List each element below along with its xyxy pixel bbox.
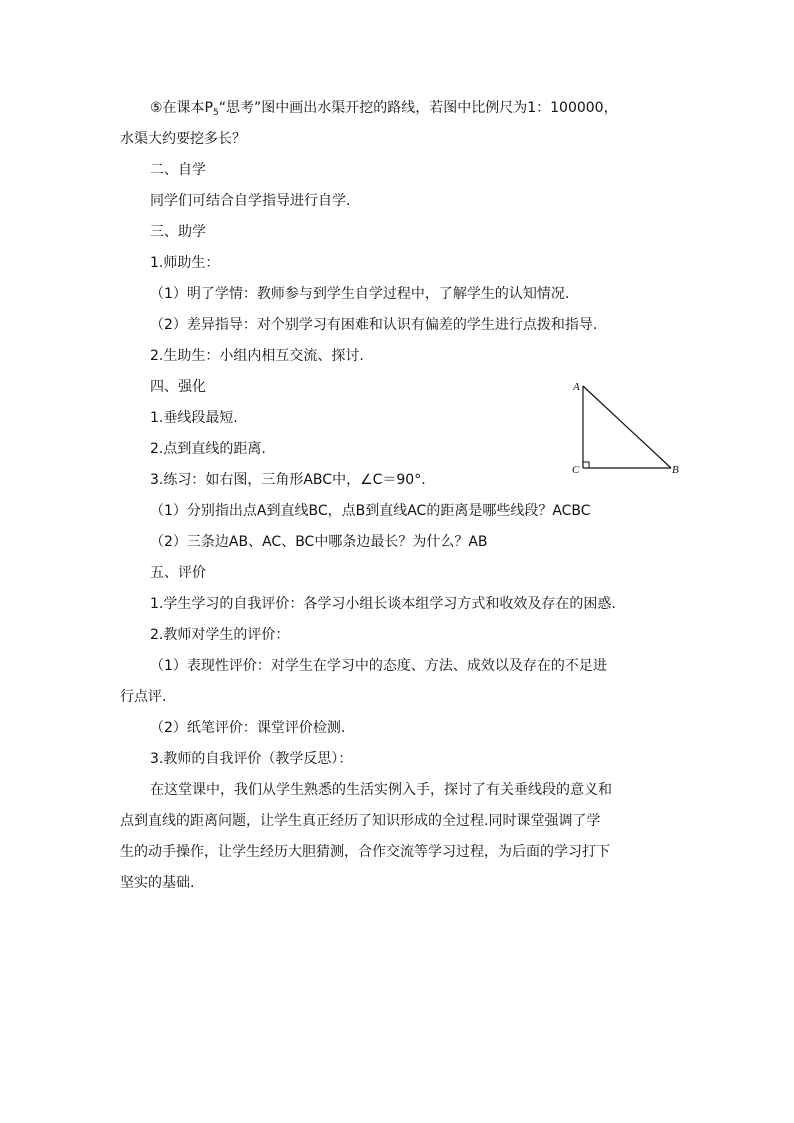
text-line-1-part-b: “思考”图中画出水渠开挖的路线，若图中比例尺为1：100000，	[218, 100, 618, 116]
text-line-1	[150, 100, 618, 116]
page-subscript: 5	[213, 108, 219, 118]
paragraph-line-2: 点到直线的距离问题，让学生真正经历了知识形成的全过程.同时课堂强调了学	[120, 813, 601, 829]
triangle-svg	[566, 378, 686, 478]
text-line-3: 同学们可结合自学指导进行自学.	[150, 193, 351, 209]
vertex-label-c: C	[572, 464, 580, 476]
section-heading-self-study: 二、自学	[150, 162, 206, 178]
vertex-label-a: A	[573, 381, 580, 393]
text-line-17: （2）纸笔评价：课堂评价检测.	[150, 720, 346, 736]
section-heading-evaluation: 五、评价	[150, 565, 206, 581]
text-line-6: （2）差异指导：对个别学习有困难和认识有偏差的学生进行点拨和指导.	[150, 317, 598, 333]
text-line-8: 1.垂线段最短.	[150, 410, 238, 426]
side-ab	[583, 386, 671, 468]
section-heading-assist: 三、助学	[150, 224, 206, 240]
text-line-11: （1）分别指出点A到直线BC，点B到直线AC的距离是哪些线段？ACBC	[150, 503, 591, 519]
paragraph-line-4: 坚实的基础.	[120, 875, 195, 891]
paragraph-line-1: 在这堂课中，我们从学生熟悉的生活实例入手，探讨了有关垂线段的意义和	[150, 782, 612, 798]
vertex-label-b: B	[672, 464, 679, 476]
right-triangle-figure	[566, 378, 686, 478]
text-line-16: 行点评.	[120, 689, 167, 705]
text-line-1-part-a: ⑤在课本P	[150, 100, 213, 116]
text-line-5: （1）明了学情：教师参与到学生自学过程中，了解学生的认知情况.	[150, 286, 570, 302]
section-heading-reinforce: 四、强化	[150, 379, 206, 395]
paragraph-line-3: 生的动手操作，让学生经历大胆猜测，合作交流等学习过程，为后面的学习打下	[120, 844, 610, 860]
text-line-13: 1.学生学习的自我评价：各学习小组长谈本组学习方式和收效及存在的困惑.	[150, 596, 616, 612]
text-line-4: 1.师助生：	[150, 255, 220, 271]
text-line-7: 2.生助生：小组内相互交流、探讨.	[150, 348, 364, 364]
text-line-15: （1）表现性评价：对学生在学习中的态度、方法、成效以及存在的不足进	[150, 658, 607, 674]
text-line-9: 2.点到直线的距离.	[150, 441, 266, 457]
right-angle-mark	[583, 462, 589, 468]
text-line-10: 3.练习：如右图，三角形ABC中，∠C＝90°.	[150, 472, 426, 488]
text-line-18: 3.教师的自我评价（教学反思）：	[150, 751, 353, 767]
text-line-14: 2.教师对学生的评价：	[150, 627, 290, 643]
text-line-12: （2）三条边AB、AC、BC中哪条边最长？为什么？AB	[150, 534, 488, 550]
text-line-2: 水渠大约要挖多长？	[120, 131, 246, 147]
